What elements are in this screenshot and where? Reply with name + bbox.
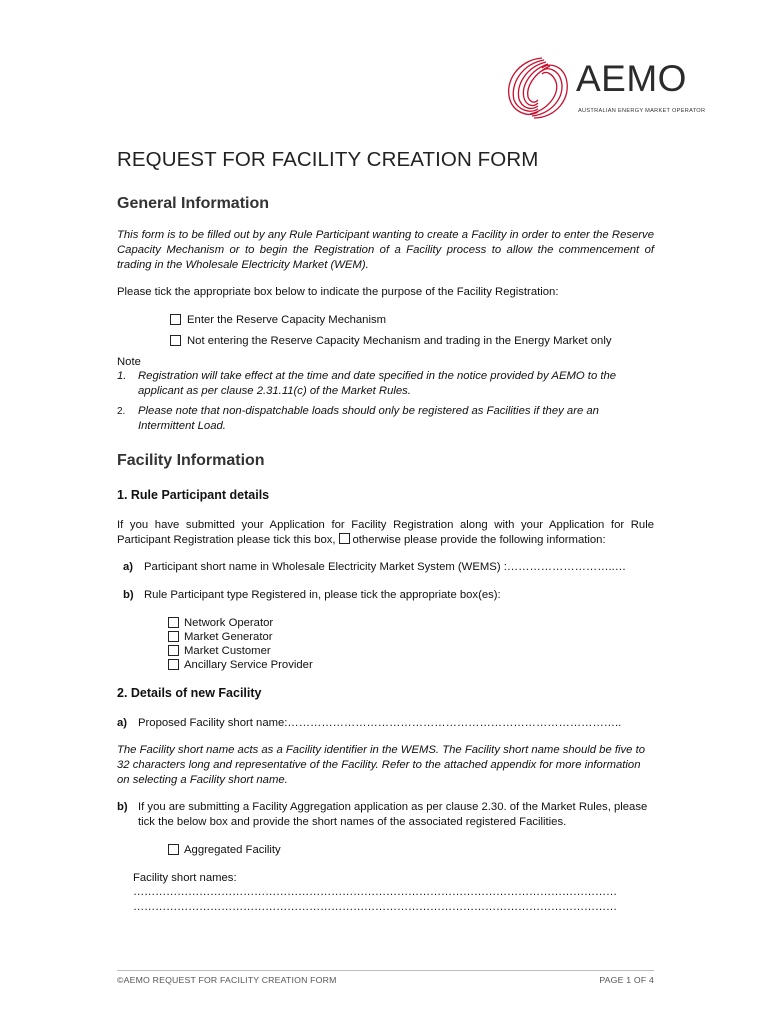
aemo-swirl-icon [498,52,578,126]
option-enter-rcm-label: Enter the Reserve Capacity Mechanism [187,314,387,326]
details-of-new-facility-heading: 2. Details of new Facility [117,686,262,700]
facility-short-names-line-1[interactable]: …………………………………………………………………………………………………………………… [133,886,617,898]
footer-page-number: PAGE 1 OF 4 [599,975,654,985]
market-generator-label: Market Generator [184,631,273,643]
general-information-heading: General Information [117,195,270,212]
item-b-label: b) [123,589,134,601]
checkbox-network-operator[interactable] [168,617,179,628]
checkbox-aggregated-facility[interactable] [168,844,179,855]
footer-divider [117,970,654,971]
facility-short-names-line-2[interactable]: …………………………………………………………………………………………………………………… [133,901,617,913]
note-1-number: 1. [117,370,127,382]
note-1-text: Registration will take effect at the time and date specified in the notice provided by AEMO to the applicant as per clause 2.31.11(c) of the Market Rules. [138,370,617,397]
ancillary-service-provider-label: Ancillary Service Provider [184,659,313,671]
footer-left: ©AEMO REQUEST FOR FACILITY CREATION FORM [117,975,337,985]
rule-participant-intro-part1: If you have submitted your Application for Facility Registration along with your Application for Rule Participant Registration please tick this box, [117,519,654,546]
checkbox-ancillary-service-provider[interactable] [168,659,179,670]
facility-short-name-field[interactable]: Proposed Facility short name:…………………………………………………………………………….. [138,717,622,729]
facility-short-names-label: Facility short names: [133,872,237,884]
rule-participant-details-heading: 1. Rule Participant details [117,488,270,502]
rule-participant-intro-part2: otherwise please provide the following information: [352,534,606,546]
facility-item-a-label: a) [117,717,128,729]
general-intro: This form is to be filled out by any Rule Participant wanting to create a Facility in order to enter the Reserve Capacity Mechanism or to begin the Registration of a Facility process to allow the commencement of trading in the Wholesale Electricity Market (WEM). [117,229,654,271]
checkbox-enter-rcm[interactable] [170,314,181,325]
note-2-number: 2. [117,406,126,417]
aemo-logo [498,52,706,126]
logo-wordmark: AEMO [576,58,687,99]
aggregation-prompt: If you are submitting a Facility Aggregation application as per clause 2.30. of the Market Rules, please tick the below box and provide the short names of the associated registered Facilities. [138,801,648,828]
rule-participant-intro [117,518,654,548]
logo-subtitle: AUSTRALIAN ENERGY MARKET OPERATOR [578,108,706,114]
checkbox-submitted-with-participant-registration[interactable] [339,533,350,544]
facility-item-b-label: b) [117,801,128,813]
short-name-note: The Facility short name acts as a Facility identifier in the WEMS. The Facility short name should be five to 32 characters long and representative of the Facility. Refer to the attached appendix for more information on selecting a Facility short name. [117,744,646,786]
note-label: Note [117,356,141,368]
item-a-label: a) [123,561,134,573]
aggregated-facility-label: Aggregated Facility [184,844,281,856]
facility-information-heading: Facility Information [117,452,265,469]
checkbox-market-generator[interactable] [168,631,179,642]
checkbox-market-customer[interactable] [168,645,179,656]
checkbox-not-entering-rcm[interactable] [170,335,181,346]
tick-prompt: Please tick the appropriate box below to indicate the purpose of the Facility Registration: [117,286,559,298]
option-not-entering-rcm-label: Not entering the Reserve Capacity Mechanism and trading in the Energy Market only [187,335,612,347]
network-operator-label: Network Operator [184,617,274,629]
note-2-text: Please note that non-dispatchable loads should only be registered as Facilities if they are an Intermittent Load. [138,405,599,432]
page-title: REQUEST FOR FACILITY CREATION FORM [117,148,539,171]
participant-type-prompt: Rule Participant type Registered in, please tick the appropriate box(es): [144,589,501,601]
market-customer-label: Market Customer [184,645,271,657]
participant-short-name-field[interactable]: Participant short name in Wholesale Electricity Market System (WEMS) :………………………..… [144,561,627,573]
